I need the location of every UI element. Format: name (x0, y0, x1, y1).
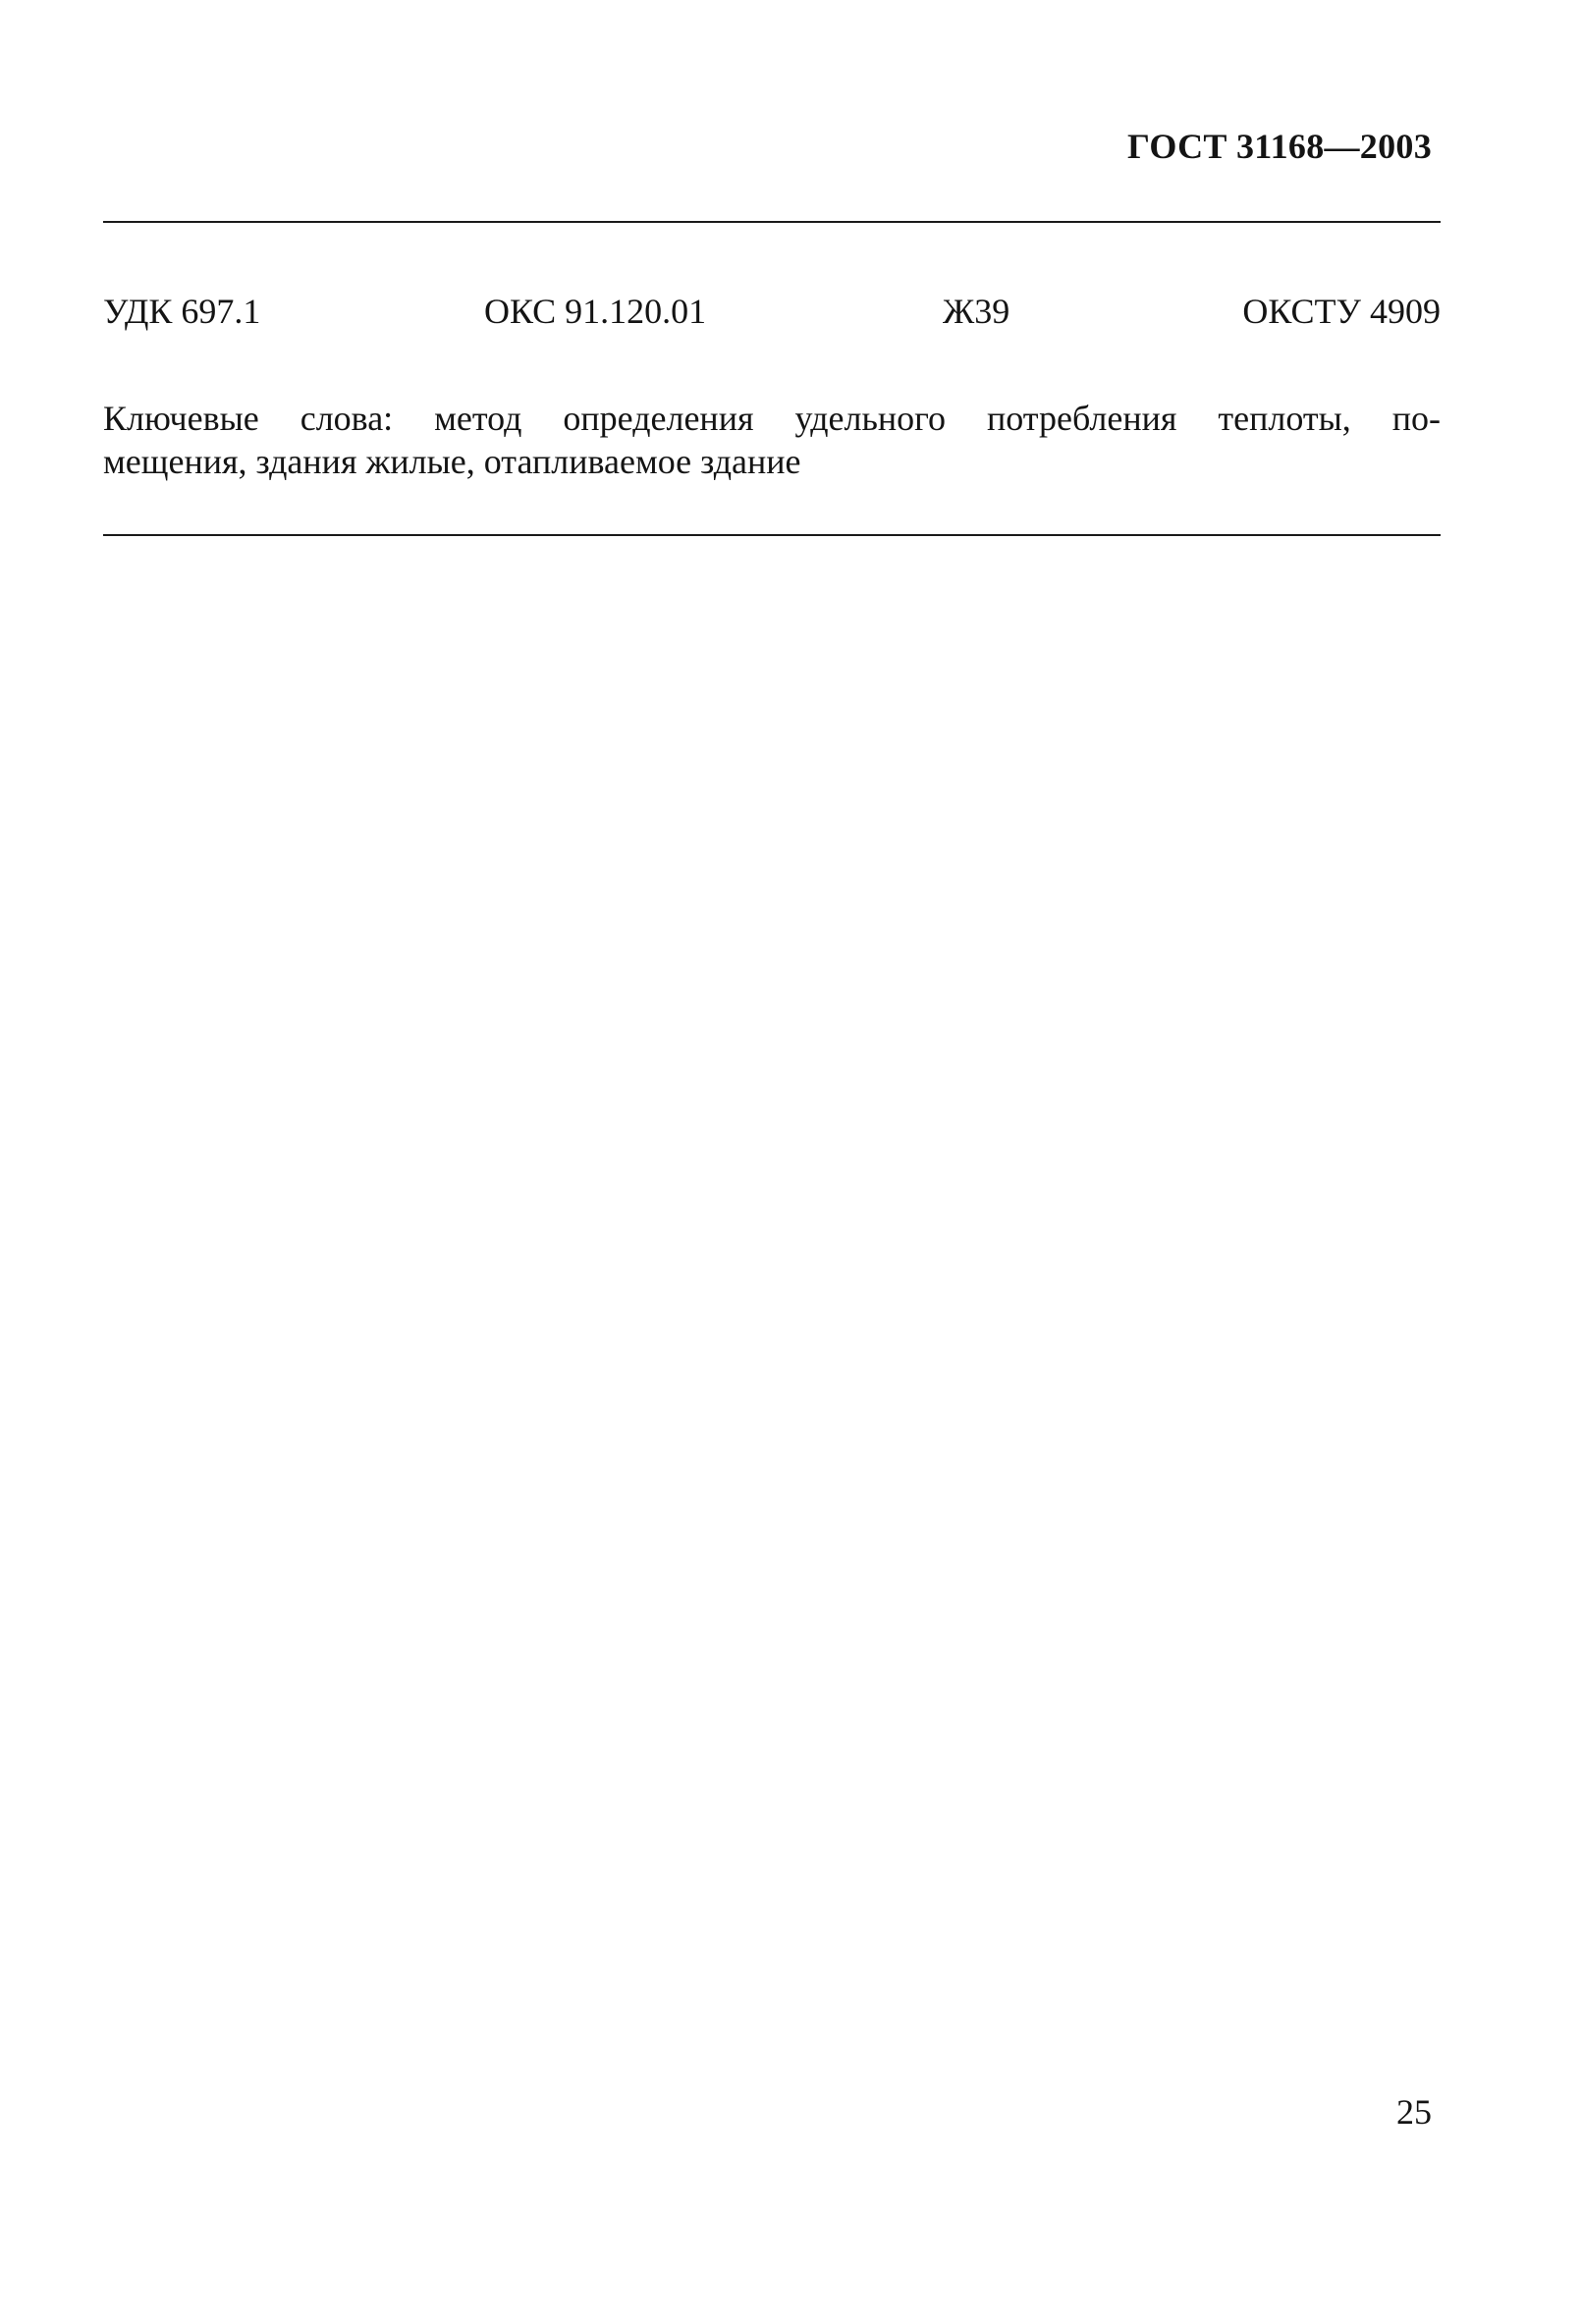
classification-row (103, 291, 1441, 334)
oks-code: ОКС 91.120.01 (484, 292, 707, 331)
page-number: 25 (1396, 2092, 1432, 2132)
top-divider (103, 221, 1441, 223)
udk-code: УДК 697.1 (103, 292, 261, 331)
bottom-divider (103, 534, 1441, 536)
keywords-line-2: мещения, здания жилые, отапливаемое здание (103, 442, 801, 481)
keywords-paragraph (103, 397, 1441, 483)
group-code: Ж39 (943, 292, 1010, 331)
okstu-code: ОКСТУ 4909 (1242, 292, 1441, 331)
standard-code-header: ГОСТ 31168—2003 (1127, 127, 1432, 166)
keywords-line-1: Ключевые слова: метод определения удельного потребления теплоты, по- (103, 399, 1441, 438)
